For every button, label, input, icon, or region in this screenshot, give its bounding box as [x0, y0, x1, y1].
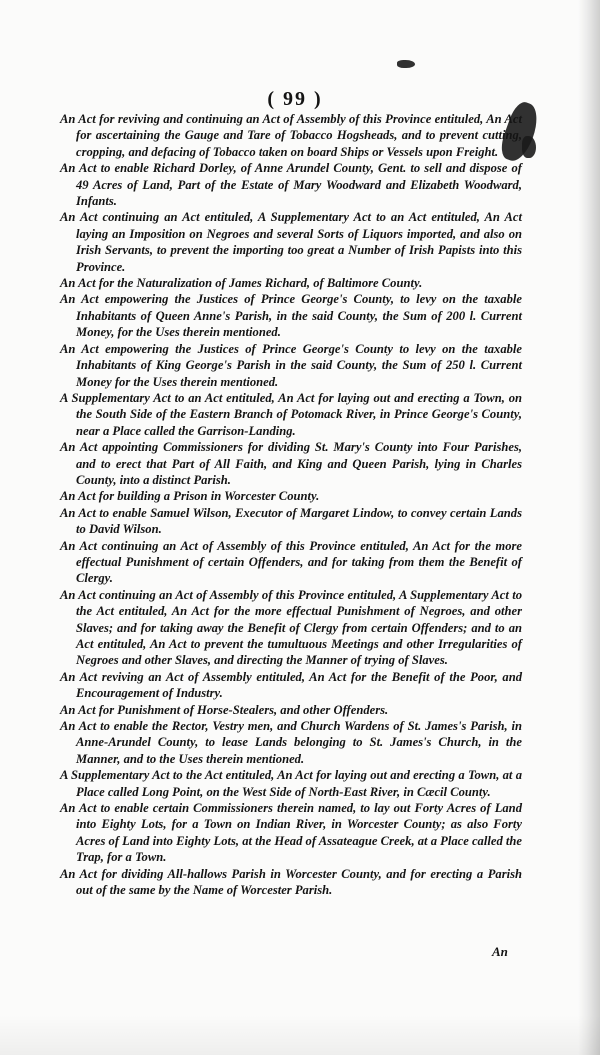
act-entry: An Act to enable certain Commissioners therein named, to lay out Forty Acres of Land into Eighty Lots, for a Town on Indian River, in Worcester County; as also Forty Acres of Land into Eighty Lots, at the Head of Assateague Creek, at a Place called the Trap, for a Town. [60, 801, 522, 865]
ink-blot-top [397, 60, 415, 68]
act-entry: An Act continuing an Act of Assembly of this Province entituled, A Supplementary Act to the Act entituled, An Act for the more effectual Punishment of Negroes, and other Slaves; and for taking away the Benefit of Clergy from certain Offenders; and to an Act entituled, An Act to prevent the tumultuous Meetings and other Irregularities of Negroes and other Slaves, and directing the Manner of trying of Slaves. [60, 587, 522, 668]
act-entry: An Act for building a Prison in Worcester County. [60, 489, 320, 504]
page-number: ( 99 ) [267, 88, 323, 110]
page-bottom-shadow [0, 1015, 600, 1055]
act-entry: An Act to enable Samuel Wilson, Executor of Margaret Lindow, to convey certain Lands to David Wilson. [60, 505, 522, 537]
act-entry: An Act for dividing All-hallows Parish in Worcester County, and for erecting a Parish out of the same by the Name of Worcester Parish. [60, 866, 522, 898]
act-entry: An Act appointing Commissioners for dividing St. Mary's County into Four Parishes, and to erect that Part of All Faith, and King and Queen Parish, lying in Charles County, into a distinct Parish. [60, 440, 522, 487]
act-entry: An Act for the Naturalization of James Richard, of Baltimore County. [60, 276, 423, 291]
act-entry: An Act to enable Richard Dorley, of Anne Arundel County, Gent. to sell and dispose of 49 Acres of Land, Part of the Estate of Mary Woodward and Elizabeth Woodward, Infants. [60, 161, 522, 209]
acts-list [60, 111, 522, 899]
act-entry: An Act for reviving and continuing an Act of Assembly of this Province entituled, An Act for ascertaining the Gauge and Tare of Tobacco Hogsheads, and to prevent cutting, cropping, and defacing of Tobacco taken on board Ships or Vessels upon Freight. [60, 112, 522, 159]
page-spine-shadow [578, 0, 600, 1055]
act-entry: A Supplementary Act to an Act entituled, An Act for laying out and erecting a Town, on the South Side of the Eastern Branch of Potomack River, in Prince George's County, near a Place called the Garrison-Landing. [60, 390, 522, 438]
catchword: An [492, 944, 508, 959]
act-entry: An Act empowering the Justices of Prince George's County to levy on the taxable Inhabitants of King George's Parish in the said County, the Sum of 250 l. Current Money for the Uses therein mentioned. [60, 341, 522, 389]
act-entry: An Act empowering the Justices of Prince George's County, to levy on the taxable Inhabitants of Queen Anne's Parish, in the said County, the Sum of 200 l. Current Money, for the Uses therein mentioned. [60, 292, 522, 340]
act-entry: An Act reviving an Act of Assembly entituled, An Act for the Benefit of the Poor, and Encouragement of Industry. [60, 669, 522, 701]
act-entry: An Act continuing an Act of Assembly of this Province entituled, An Act for the more effectual Punishment of certain Offenders, and for taking from them the Benefit of Clergy. [60, 538, 522, 586]
act-entry: A Supplementary Act to the Act entituled, An Act for laying out and erecting a Town, at a Place called Long Point, on the West Side of North-East River, in Cæcil County. [60, 768, 522, 799]
act-entry: An Act to enable the Rector, Vestry men, and Church Wardens of St. James's Parish, in Anne-Arundel County, to lease Lands belonging to St. James's Church, in the Manner, and to the Uses therein mentioned. [60, 719, 522, 766]
ink-blot-edge [522, 136, 536, 158]
act-entry: An Act continuing an Act entituled, A Supplementary Act to an Act entituled, An Act laying an Imposition on Negroes and several Sorts of Liquors imported, and also on Irish Servants, to prevent the importing too great a Number of Irish Papists into this Province. [60, 210, 522, 274]
act-entry: An Act for Punishment of Horse-Stealers, and other Offenders. [60, 702, 389, 717]
